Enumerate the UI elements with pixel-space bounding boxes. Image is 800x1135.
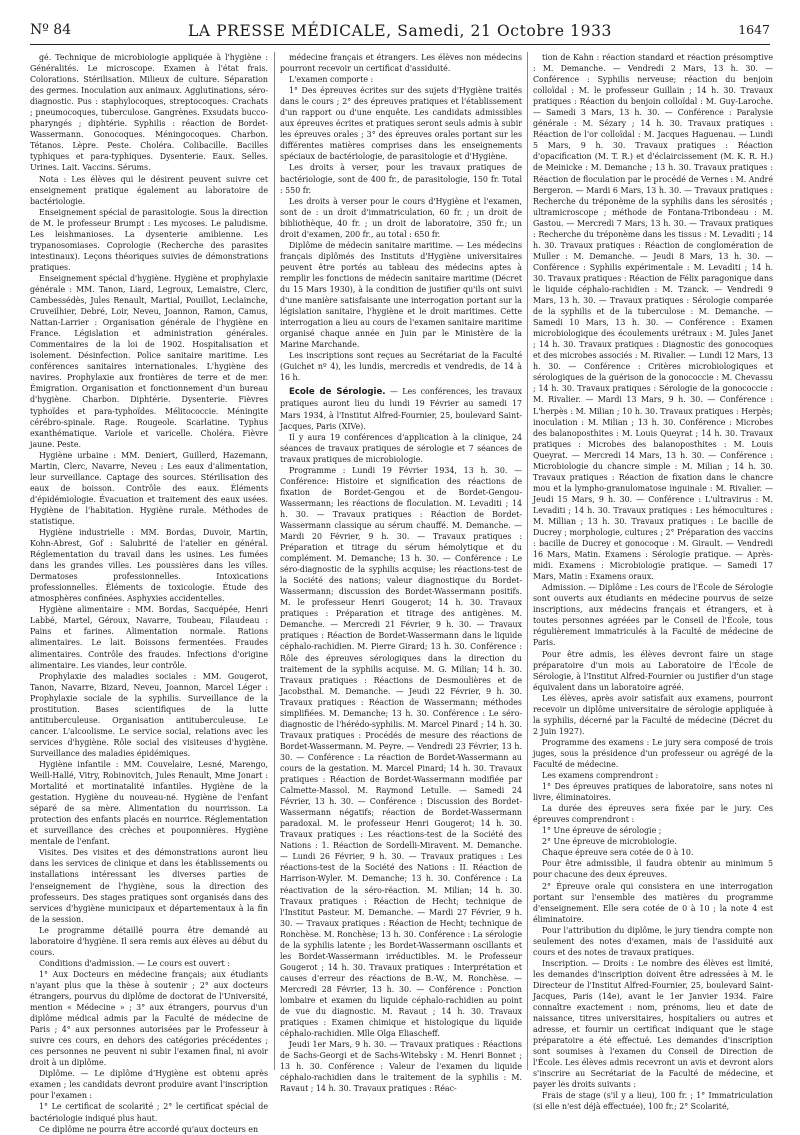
paragraph: Les inscriptions sont reçues au Secrétariat de la Faculté (Guichet nº 4), les lundis, mercredis et vendredis, de 14 à 16 h. [280, 351, 522, 383]
paragraph: Enseignement spécial d'hygiène. Hygiène et prophylaxie générale : MM. Tanon, Liard, Legroux, Lemaistre, Clerc, Cambessédès, Jules Renault, Martial, Pouillot, Leclainche, Cruveilhier, Debré, Loir, Neveu, Joannon, Ramon, Camus, Nattan-Larrier : Organisation générale de l'hygiène en France. Législation et administration générales. Commentaires de la loi de 1902. Hospitalisation et isolement. Désinfection. Police sanitaire maritime. Les conférences sanitaires internationales. L'hygiène des navires. Prophylaxie aux frontières de terre et de mer. Émigration. Organisation et fonctionnement d'un bureau d'hygiène. Charbon. Diphtérie. Dysenterie. Fièvres typhoïdes et para-typhoïdes. Mélitococcie. Méningite cérébro-spinale. Rage. Rougeole. Scarlatine. Typhus exanthématique. Variole et varicelle. Choléra. Fièvre jaune. Peste. [30, 273, 268, 449]
paragraph: Hygiène urbaine : MM. Deniert, Guillerd, Hazemann, Martin, Clerc, Navarre, Neveu : Les eaux d'alimentation, leur surveillance. Captage des sources. Stérilisation des eaux de boisson. Contrôle des eaux. Éléments d'épidémiologie. Évacuation et traitement des eaux usées. Hygiène de l'habitation. Hygiène rurale. Méthodes de statistique. [30, 450, 268, 526]
paragraph: Hygiène industrielle : MM. Bordas, Duvoir, Martin, Kohn-Abrest, Gof : Salubrité de l'atelier en général. Réglementation du travail dans les usines. Les fumées dans les grandes villes. Les poussières dans les villes. Dermatoses professionnelles. Intoxications professionnelles. Éléments de toxicologie. Étude des atmosphères confinées. Asphyxies accidentelles. [30, 528, 268, 604]
paragraph: 2° Épreuve orale qui consistera en une interrogation portant sur l'ensemble des matières du programme d'enseignement. Elle sera cotée de 0 à 10 ; la note 4 est éliminatoire. [533, 881, 773, 924]
paragraph: Chaque épreuve sera cotée de 0 à 10. [542, 848, 694, 858]
paragraph: Ce diplôme ne pourra être accordé qu'aux docteurs en [39, 1124, 259, 1134]
paragraph: tion de Kahn : réaction standard et réaction présomptive : M. Demanche. — Vendredi 2 Mars, 13 h. 30. — Conférence : Syphilis nerveuse; réaction du benjoin colloïdal : M. le professeur Guillain ; 14 h. 30. Travaux pratiques : Réaction du benjoin colloïdal : M. Guy-Laroche. — Samedi 3 Mars, 13 h. 30. — Conférence : Paralysie générale : M. Sézary ; 14 h. 30. Travaux pratiques : Réaction de l'or colloïdal : M. Jacques Haguenau. — Lundi 5 Mars, 9 h. 30. Travaux pratiques : Réaction d'opacification (M. T. R.) et d'éclaircissement (M. K. R. H.) de Meinicke : M. Demanche ; 13 h. 30. Travaux pratiques : Réaction de floculation par le procédé de Vernes : M. André Bergeron. — Mardi 6 Mars, 13 h. 30. — Travaux pratiques : Recherche du tréponème de la syphilis dans les sérosités ; ultramicroscope ; méthode de Fontana-Tribondeau : M. Gastou. — Mercredi 7 Mars, 13 h. 30. — Travaux pratiques : Recherche du tréponème dans les tissus : M. Levaditi ; 14 h. 30. Travaux pratiques : Réaction de conglomération de Muller : M. Demanche. — Jeudi 8 Mars, 13 h. 30. — Conférence : Syphilis expérimentale : M. Levaditi ; 14 h. 30. Travaux pratiques : Réaction de Félix paragonique dans le liquide céphalo-rachidien : M. Tzanck. — Vendredi 9 Mars, 13 h. 30. — Travaux pratiques : Sérologie comparée de la syphilis et de la tuberculose : M. Demanche. — Samedi 10 Mars, 13 h. 30. — Conférence : Examen microbiologique des écoulements urétraux : M. Jules Janet ; 14 h. 30. Travaux pratiques : Diagnostic des gonocoques et des microbes associés : M. Rivalier. — Lundi 12 Mars, 13 h. 30. — Conférence : Critères microbiologiques et sérologiques de la guérison de la gonococcie : M. Chevassu ; 14 h. 30. Travaux pratiques : Sérologie de la gonococcie : M. Rivalier. — Mardi 13 Mars, 9 h. 30. — Conférence : L'herpès : M. Milian ; 10 h. 30. Travaux pratiques : Herpès; inoculation : M. Milian ; 13 h. 30. Conférence : Microbes des balanoposthites : M. Louis Queyrat ; 14 h. 30. Travaux pratiques : Microbes des balanoposthites : M. Louis Queyrat. — Mercredi 14 Mars, 13 h. 30. — Conférence : Microbiologie du chancre simple : M. Milian ; 14 h. 30. Travaux pratiques : Réaction de fixation dans le chancre mou et la lympho-granulomatose inguinale : M. Rivalier. — Jeudi 15 Mars, 9 h. 30. — Conférence : L'ultravirus : M. Levaditi ; 14 h. 30. Travaux pratiques : Les hémocultures : M. Millian ; 13 h. 30. Travaux pratiques : Le bacille de Ducrey ; morphologie, cultures ; 2° Préparation des vaccins : bacille de Ducrey et gonocoque : M. Girault. — Vendredi 16 Mars, Matin. Examens : Sérologie pratique. — Après-midi. Examens : Microbiologie pratique. — Samedi 17 Mars, Matin : Examens oraux. [533, 53, 773, 582]
paragraph: Les droits à verser, pour les travaux pratiques de bactériologie, sont de 400 fr., de parasitologie, 150 fr. Total : 550 fr. [280, 163, 522, 195]
paragraph: Nota : Les élèves qui le désirent peuvent suivre cet enseignement pratique également au laboratoire de bactériologie. [30, 174, 268, 206]
header-rule [30, 44, 770, 45]
paragraph: Inscription. — Droits : Le nombre des élèves est limité, les demandes d'inscription doivent être adressées à M. le Directeur de l'Institut Alfred-Fournier, 25, boulevard Saint-Jacques, Paris (14e), avant le 1er Janvier 1934. Faire connaître exactement : nom, prénoms, lieu et date de naissance, titres universitaires, hospitaliers ou autres et adresse, et fournir un certificat indiquant que le stage préparatoire a été effectué. Les demandes d'inscription sont soumises à l'examen du Conseil de Direction de l'École. Les élèves admis recevront un avis et devront alors s'inscrire au Secrétariat de la Faculté de médecine, et payer les droits suivants : [533, 958, 773, 1090]
paragraph: Visites. Des visites et des démonstrations auront lieu dans les services de clinique et dans les établissements ou installations intéressant les diverses parties de l'enseignement de l'hygiène, sous la direction des professeurs. Des stages pratiques sont organisés dans des services d'hygiène municipaux et départementaux à la fin de la session. [30, 848, 268, 924]
paragraph: Diplôme. — Le diplôme d'Hygiène est obtenu après examen ; les candidats devront produire avant l'inscription pour l'examen : [30, 1069, 268, 1101]
paragraph: Les élèves, après avoir satisfait aux examens, pourront recevoir un diplôme universitaire de sérologie appliquée à la syphilis, décerné par la Faculté de médecine (Décret du 2 Juin 1927). [533, 693, 773, 736]
section-heading: Ecole de Sérologie. [289, 387, 386, 398]
paragraph: gé. Technique de microbiologie appliquée à l'hygiène : Généralités. Le microscope. Examen à l'état frais. Colorations. Stérilisation. Milieux de culture. Séparation des germes. Inoculation aux animaux. Agglutinations, séro-diagnostic. Pus : staphylocoques, streptocoques. Crachats ; pneumocoques, tuberculose. Gangrènes. Exsudats bucco-pharyngés ; diphtérie. Syphilis : réaction de Bordet-Wassermann. Gonocoques. Méningocoques. Charbon. Tétanos. Lèpre. Peste. Choléra. Colibacille. Bacilles typhiques et para-typhiques. Dysenterie. Eaux. Selles. Urines. Lait. Vaccins. Sérums. [30, 53, 268, 173]
paragraph: Prophylaxie des maladies sociales : MM. Gougerot, Tanon, Navarre, Bizard, Neveu, Joannon, Marcel Léger : Prophylaxie sociale de la syphilis. Surveillance de la prostitution. Bases scientifiques de la lutte antituberculeuse. Organisation antituberculeuse. Le cancer. L'alcoolisme. Le service social, relations avec les services d'hygiène. Rôle social des visiteuses d'hygiène. Surveillance des maladies épidémiques. [30, 671, 268, 758]
paragraph: Conditions d'admission. — Le cours est ouvert : [39, 958, 230, 968]
paragraph: Les examens comprendront : [542, 771, 659, 781]
paragraph: Hygiène infantile : MM. Couvelaire, Lesné, Marengo, Weill-Hallé, Vitry, Robinovitch, Jules Renault, Mme Jonart : Mortalité et mortinatalité infantiles. Hygiène de la gestation. Hygiène du nouveau-né. Hygiène de l'enfant séparé de sa mère. Alimentation du nourrisson. La protection des enfants placés en nourrice. Réglementation et surveillance des crèches et pouponnières. Hygiène mentale de l'enfant. [30, 760, 268, 847]
paragraph: Frais de stage (s'il y a lieu), 100 fr. ; 1° Immatriculation (si elle n'est déjà effectuée), 100 fr.; 2° Scolarité, [533, 1091, 773, 1112]
paragraph: Admission. — Diplôme : Les cours de l'École de Sérologie sont ouverts aux étudiants en médecine pourvus de seize inscriptions, aux médecins français et étrangers, et à toutes personnes agréées par le Conseil de l'École, tous régulièrement immatriculés à la Faculté de médecine de Paris. [533, 583, 773, 648]
paragraph: Enseignement spécial de parasitologie. Sous la direction de M. le professeur Brumpt : Les mycoses. Le paludisme. Les leishmanioses. La dysenterie amibienne. Les trypanosomiases. Coprologie (Recherche des parasites intestinaux). Leçons théoriques suivies de démonstrations pratiques. [30, 207, 268, 272]
page-number: 1647 [738, 22, 770, 37]
paragraph: Diplôme de médecin sanitaire maritime. — Les médecins français diplômés des Instituts d'Hygiène universitaires peuvent être portés au tableau des médecins aptes à remplir les fonctions de médecin sanitaire maritime (Décret du 15 Mars 1930), à la condition de justifier qu'ils ont suivi d'une manière satisfaisante une interrogation portant sur la législation sanitaire, l'hygiène et le droit maritimes. Cette interrogation a lieu au cours de l'examen sanitaire maritime organisé chaque année en Juin par le Ministère de la Marine Marchande. [280, 240, 522, 350]
paragraph: 1° Des épreuves écrites sur des sujets d'Hygiène traités dans le cours ; 2° des épreuves pratiques et l'établissement d'un rapport ou d'une enquête. Les candidats admissibles aux épreuves écrites et pratiques seront seuls admis à subir les épreuves orales ; 3° des épreuves orales portant sur les différentes matières comprises dans les enseignements spéciaux de bactériologie, de parasitologie et d'Hygiène. [280, 86, 522, 162]
paragraph: L'examen comporte : [289, 75, 374, 85]
paragraph: Le programme détaillé pourra être demandé au laboratoire d'hygiène. Il sera remis aux élèves au début du cours. [30, 925, 268, 957]
paragraph: Il y aura 19 conférences d'application à la clinique, 24 séances de travaux pratiques de sérologie et 7 séances de travaux pratiques de microbiologie. [280, 432, 522, 464]
paragraph: La durée des épreuves sera fixée par le jury. Ces épreuves comprendront : [533, 804, 773, 825]
paragraph: 1° Des épreuves pratiques de laboratoire, sans notes ni livre, éliminatoires. [533, 782, 773, 803]
paragraph: Pour l'attribution du diplôme, le jury tiendra compte non seulement des notes d'examen, mais de l'assiduité aux cours et des notes de travaux pratiques. [533, 925, 773, 957]
page-header [30, 22, 770, 42]
paragraph: Pour être admissible, il faudra obtenir au minimum 5 pour chacune des deux épreuves. [533, 859, 773, 880]
issue-number: Nº 84 [30, 22, 72, 38]
column-rule [527, 52, 528, 1070]
text-column-1 [30, 52, 268, 1134]
paragraph: Programme : Lundi 19 Février 1934, 13 h. 30. — Conférence: Histoire et signification des réactions de fixation de Bordet-Gengou et de Bordet-Gengou-Wassermann; les réactions de floculation. M. Levaditi ; 14 h. 30. — Travaux pratiques : Réaction de Bordet-Wassermann classique au sérum chauffé. M. Demanche. — Mardi 20 Février, 9 h. 30. — Travaux pratiques : Préparation et titrage du sérum hémolytique et du complément. M. Demanche; 13 h. 30. — Conférence : Le séro-diagnostic de la syphilis acquise; les réactions-test de la Société des nations; valeur diagnostique du Bordet-Wassermann; discussion des Bordet-Wassermann positifs. M. le professeur Henri Gougerot; 14 h. 30. Travaux pratiques : Préparation et titrage des antigènes. M. Demanche. — Mercredi 21 Février, 9 h. 30. — Travaux pratiques : Réaction de Bordet-Wassermann dans le liquide céphalo-rachidien. M. Pierre Girard; 13 h. 30. Conférence : Rôle des épreuves sérologiques dans la direction du traitement de la syphilis acquise. M. G. Milian; 14 h. 30. Travaux pratiques : Réactions de Desmoulières et de Jacobsthal. M. Demanche. — Jeudi 22 Février, 9 h. 30. Travaux pratiques : Réaction de Wassermann; méthodes simplifiées. M. Demanche; 13 h. 30. Conférence : Le séro-diagnostic de l'hérédo-syphilis. M. Marcel Pinard ; 14 h. 30. Travaux pratiques : Procédés de mesure des réactions de Bordet-Wassermann. M. Peyre. — Vendredi 23 Février, 13 h. 30. — Conférence : La réaction de Bordet-Wassermann au cours de la gestation. M. Marcel Pinard; 14 h. 30. Travaux pratiques : Réaction de Bordet-Wassermann modifiée par Calmette-Massol. M. Raymond Letulle. — Samedi 24 Février, 13 h. 30. — Conférence : Discussion des Bordet-Wassermann négatifs; réaction de Bordet-Wassermann paradoxal. M. le professeur Henri Gougerot; 14 h. 30. Travaux pratiques : Les réactions-test de la Société des Nations : 1. Réaction de Sordelli-Miravent. M. Demanche. — Lundi 26 Février, 9 h. 30. — Travaux pratiques : Les réactions-test de la Société des Nations : II. Réaction de Harrison-Wyler. M. Demanche; 13 h. 30. Conférence : La réactivation de la séro-réaction. M. Milian; 14 h. 30. Travaux pratiques : Réaction de Hecht; technique de l'Institut Pasteur. M. Demanche. — Mardi 27 Février, 9 h. 30. — Travaux pratiques : Réaction de Hecht; technique de Ronchèse. M. Ronchèse; 13 h. 30. Conférence : La sérologie de la syphilis latente ; les Bordet-Wassermann oscillants et les Bordet-Wassermann irréductibles. M. le Professeur Gougerot ; 14 h. 30. Travaux pratiques : Interprétation et causes d'erreur des réactions de B.-W., M. Ronchèse. — Mercredi 28 Février, 13 h. 30. — Conférence : Ponction lombaire et examen du liquide céphalo-rachidien au point de vue du diagnostic. M. Ravaut ; 14 h. 30. Travaux pratiques : Examen chimique et histologique du liquide céphalo-rachidien. Mlle Olga Eliascheff. [280, 465, 522, 1039]
paragraph: Les droits à verser pour le cours d'Hygiène et l'examen, sont de : un droit d'immatriculation, 60 fr. ; un droit de bibliothèque, 40 fr. ; un droit de laboratoire, 350 fr.; un droit d'examen, 200 fr., au total : 650 fr. [280, 196, 522, 239]
paragraph: Hygiène alimentaire : MM. Bordas, Sacquépée, Henri Labbé, Martel, Géroux, Navarre, Toubeau, Filaudeau : Pains et farines. Alimentation normale. Rations alimentaires. Le lait. Boissons fermentées. Fraudes alimentaires. Contrôle des fraudes. Infections d'origine alimentaire. Les viandes, leur contrôle. [30, 605, 268, 670]
column-rule [274, 52, 275, 1070]
paragraph: Programme des examens : Le jury sera composé de trois juges, sous la présidence d'un professeur ou agrégé de la Faculté de médecine. [533, 737, 773, 769]
paragraph: 1° Le certificat de scolarité ; 2° le certificat spécial de bactériologie indiqué plus haut. [30, 1102, 268, 1123]
paragraph: 1° Aux Docteurs en médecine français; aux étudiants n'ayant plus que la thèse à soutenir ; 2° aux docteurs étrangers, pourvus du diplôme de doctorat de l'Université, mention « Médecine » ; 3° aux étrangers, pourvus d'un diplôme médical admis par la Faculté de médecine de Paris ; 4° aux personnes autorisées par le Professeur à suivre ces cours, en dehors des catégories précédentes ; ces personnes ne peuvent ni subir l'examen final, ni avoir droit à un diplôme. [30, 969, 268, 1068]
paragraph: médecine français et étrangers. Les élèves non médecins pourront recevoir un certificat d'assiduité. [280, 53, 522, 74]
text-column-3 [533, 52, 773, 1112]
journal-title: LA PRESSE MÉDICALE, Samedi, 21 Octobre 1933 [187, 22, 613, 40]
paragraph: Jeudi 1er Mars, 9 h. 30. — Travaux pratiques : Réactions de Sachs-Georgi et de Sachs-Witebsky : M. Henri Bonnet ; 13 h. 30. Conférence : Valeur de l'examen du liquide céphalo-rachidien dans le traitement de la syphilis : M. Ravaut ; 14 h. 30. Travaux pratiques : Réac- [280, 1040, 522, 1094]
section-intro: Les conférences, les travaux pratiques auront lieu du lundi 19 Février au samedi 17 Mars 1934, à l'Institut Alfred-Fournier, 25, boulevard Saint-Jacques, Paris (XIVe). [280, 387, 522, 431]
paragraph: 2° Une épreuve de microbiologie. [542, 837, 677, 847]
section-paragraph: Ecole de Sérologie. — Les conférences, les travaux pratiques auront lieu du lundi 19 Février au samedi 17 Mars 1934, à l'Institut Alfred-Fournier, 25, boulevard Saint-Jacques, Paris (XIVe). [280, 387, 522, 431]
paragraph: 1° Une épreuve de sérologie ; [542, 826, 662, 836]
paragraph: Pour être admis, les élèves devront faire un stage préparatoire d'un mois au Laboratoire de l'École de Sérologie, à l'Institut Alfred-Fournier ou justifier d'un stage équivalent dans un laboratoire agréé. [533, 649, 773, 692]
text-column-2 [280, 52, 522, 1094]
